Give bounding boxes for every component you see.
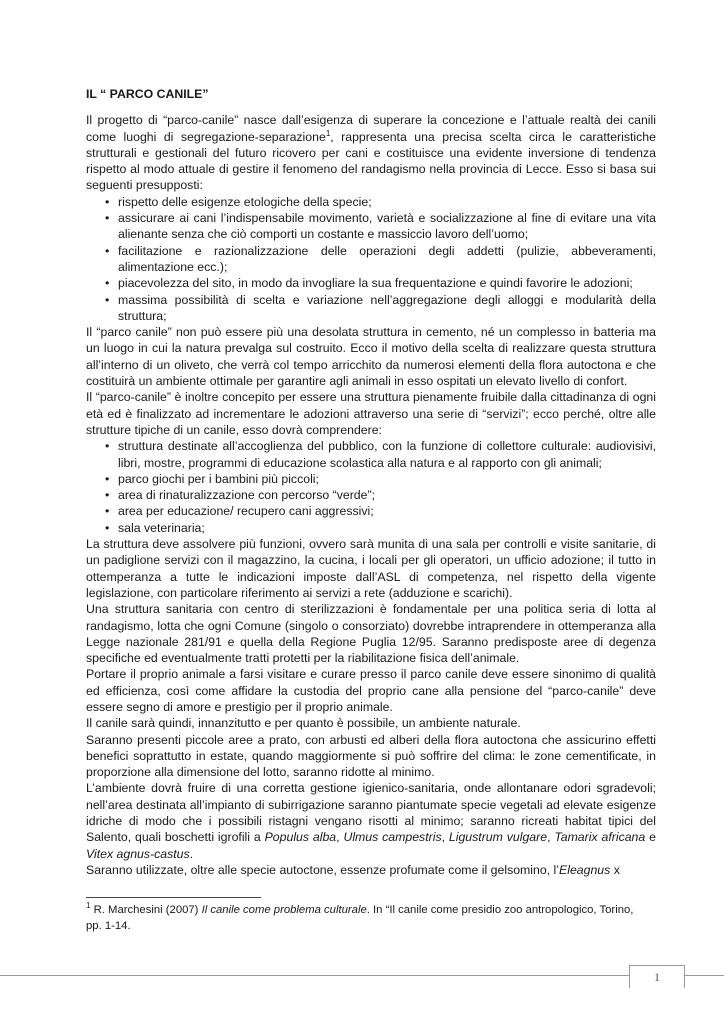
list-item: • area per educazione/ recupero cani aggressivi; (118, 503, 656, 519)
species-name: Vitex agnus-castus (86, 846, 190, 861)
list-item: • rispetto delle esigenze etologiche della specie; (118, 194, 656, 210)
page-number: 1 (654, 970, 660, 984)
species-name: Ligustrum vulgare (448, 830, 548, 845)
presupposti-list (86, 194, 656, 324)
footnote-title: Il canile come problema culturale (201, 904, 367, 916)
paragraph: Il canile sarà quindi, innanzitutto e per quanto è possibile, un ambiente naturale. (86, 716, 521, 731)
list-item: • facilitazione e razionalizzazione delle operazioni degli addetti (pulizie, abbeveramenti, alimentazione ecc.); (118, 243, 656, 276)
paragraph: Saranno utilizzate, oltre alle specie autoctone, essenze profumate come il gelsomino, l’Eleagnus x (86, 862, 620, 877)
footnote-separator (86, 897, 261, 898)
intro-paragraph: Il progetto di “parco-canile” nasce dall’esigenza di superare la concezione e l’attuale realtà dei canili come luoghi di segregazione-separazione$^1$, rappresenta una precisa scelta circa le caratteristiche strutturali e gestionali del futuro ricovero per cani e costituisce una evidente inversione di tendenza rispetto al modo attuale di gestire il fenomeno del randagismo nella provincia di Lecce. Esso si basa sui seguenti presupposti: (86, 113, 656, 193)
species-name: Tamarix africana (554, 830, 646, 845)
document-body (86, 86, 656, 878)
paragraph: Il “parco-canile” è inoltre concepito per essere una struttura pienamente fruibile dalla cittadinanza di ogni età ed è finalizzato ad incrementare le adozioni attraverso una serie di “servizi”; ecco perché, oltre alle strutture tipiche di un canile, esso dovrà comprendere: (86, 390, 656, 437)
species-name: Populus alba (264, 830, 337, 845)
list-item: • assicurare ai cani l’indispensabile movimento, varietà e socializzazione al fine di evitare una vita alienante senza che ciò comporti un costante e massiccio lavoro dell’uomo; (118, 210, 656, 243)
list-item: • sala veterinaria; (118, 520, 656, 536)
paragraph: La struttura deve assolvere più funzioni, ovvero sarà munita di una sala per controlli e visite sanitarie, di un padiglione servizi con il magazzino, la cucina, i locali per gli operatori, un ufficio adozione; il tutto in ottemperanza a tutte le indicazioni imposte dall’ASL di competenza, nel rispetto della vigente legislazione, con particolare riferimento ai servizi a rete (adduzione e scarichi). (86, 537, 656, 600)
footnote: $^1$ R. Marchesini (2007) Il canile come problema culturale. In “Il canile come presidio zoo antropologico, Torino, pp. 1-14. (86, 901, 634, 932)
paragraph: Il “parco canile” non può essere più una desolata struttura in cemento, né un complesso in batteria ma un luogo in cui la natura prevalga sul costruito. Ecco il motivo della scelta di realizzare questa struttura all’interno di un oliveto, che verrà col tempo arricchito da numerosi elementi della flora autoctona e che costituirà un ambiente ottimale per garantire agli animali in esso ospitati un elevato livello di confort. (86, 325, 656, 389)
document-title: IL “ PARCO CANILE” (86, 87, 209, 101)
paragraph: Saranno presenti piccole aree a prato, con arbusti ed alberi della flora autoctona che assicurino effetti benefici soprattutto in estate, quando maggiormente si può soffrire del clima: le zone cementificate, in proporzione alla dimensione del lotto, saranno ridotte al minimo. (86, 732, 656, 780)
servizi-list (86, 438, 656, 536)
list-item: • parco giochi per i bambini più piccoli; (118, 471, 656, 487)
list-item: • piacevolezza del sito, in modo da invogliare la sua frequentazione e quindi favorire le adozioni; (118, 275, 656, 291)
paragraph: L’ambiente dovrà fruire di una corretta gestione igienico-sanitaria, onde allontanare odori sgradevoli; nell’area destinata all’impianto di subirrigazione saranno piantumate specie vegetali ad elevate esigenze idriche di modo che i possibili ristagni vengano risotti al minimo; saranno ricreati habitat tipici del Salento, quali boschetti igrofili a Populus alba, Ulmus campestris, Ligustrum vulgare, Tamarix africana e Vitex agnus-castus. (86, 781, 656, 861)
page-number-box (629, 965, 685, 988)
paragraph: Una struttura sanitaria con centro di sterilizzazioni è fondamentale per una politica seria di lotta al randagismo, lotta che ogni Comune (singolo o consorziato) dovrebbe intraprendere in ottemperanza alla Legge nazionale 281/91 e quella della Regione Puglia 12/95. Saranno predisposte aree di degenza specifiche ed eventualmente tratti protetti per la riabilitazione fisica dell’animale. (86, 602, 656, 666)
footnote-number: 1 (86, 901, 91, 911)
list-item: • struttura destinate all’accoglienza del pubblico, con la funzione di collettore culturale: audiovisivi, libri, mostre, programmi di educazione scolastica alla natura e al rapporto con gli animali; (118, 438, 656, 471)
list-item: • area di rinaturalizzazione con percorso “verde”; (118, 487, 656, 503)
footer-rule (0, 975, 724, 976)
species-name: Ulmus campestris (343, 830, 442, 845)
footnote-reference[interactable]: 1 (325, 128, 331, 138)
species-name: Eleagnus (559, 862, 611, 877)
paragraph: Portare il proprio animale a farsi visitare e curare presso il parco canile deve essere sinonimo di qualità ed efficienza, così come affidare la custodia del proprio cane alla pensione del “parco-canile” deve essere segno di amore e prestigio per il proprio animale. (86, 667, 656, 714)
list-item: • massima possibilità di scelta e variazione nell’aggregazione degli alloggi e modularità della struttura; (118, 292, 656, 325)
